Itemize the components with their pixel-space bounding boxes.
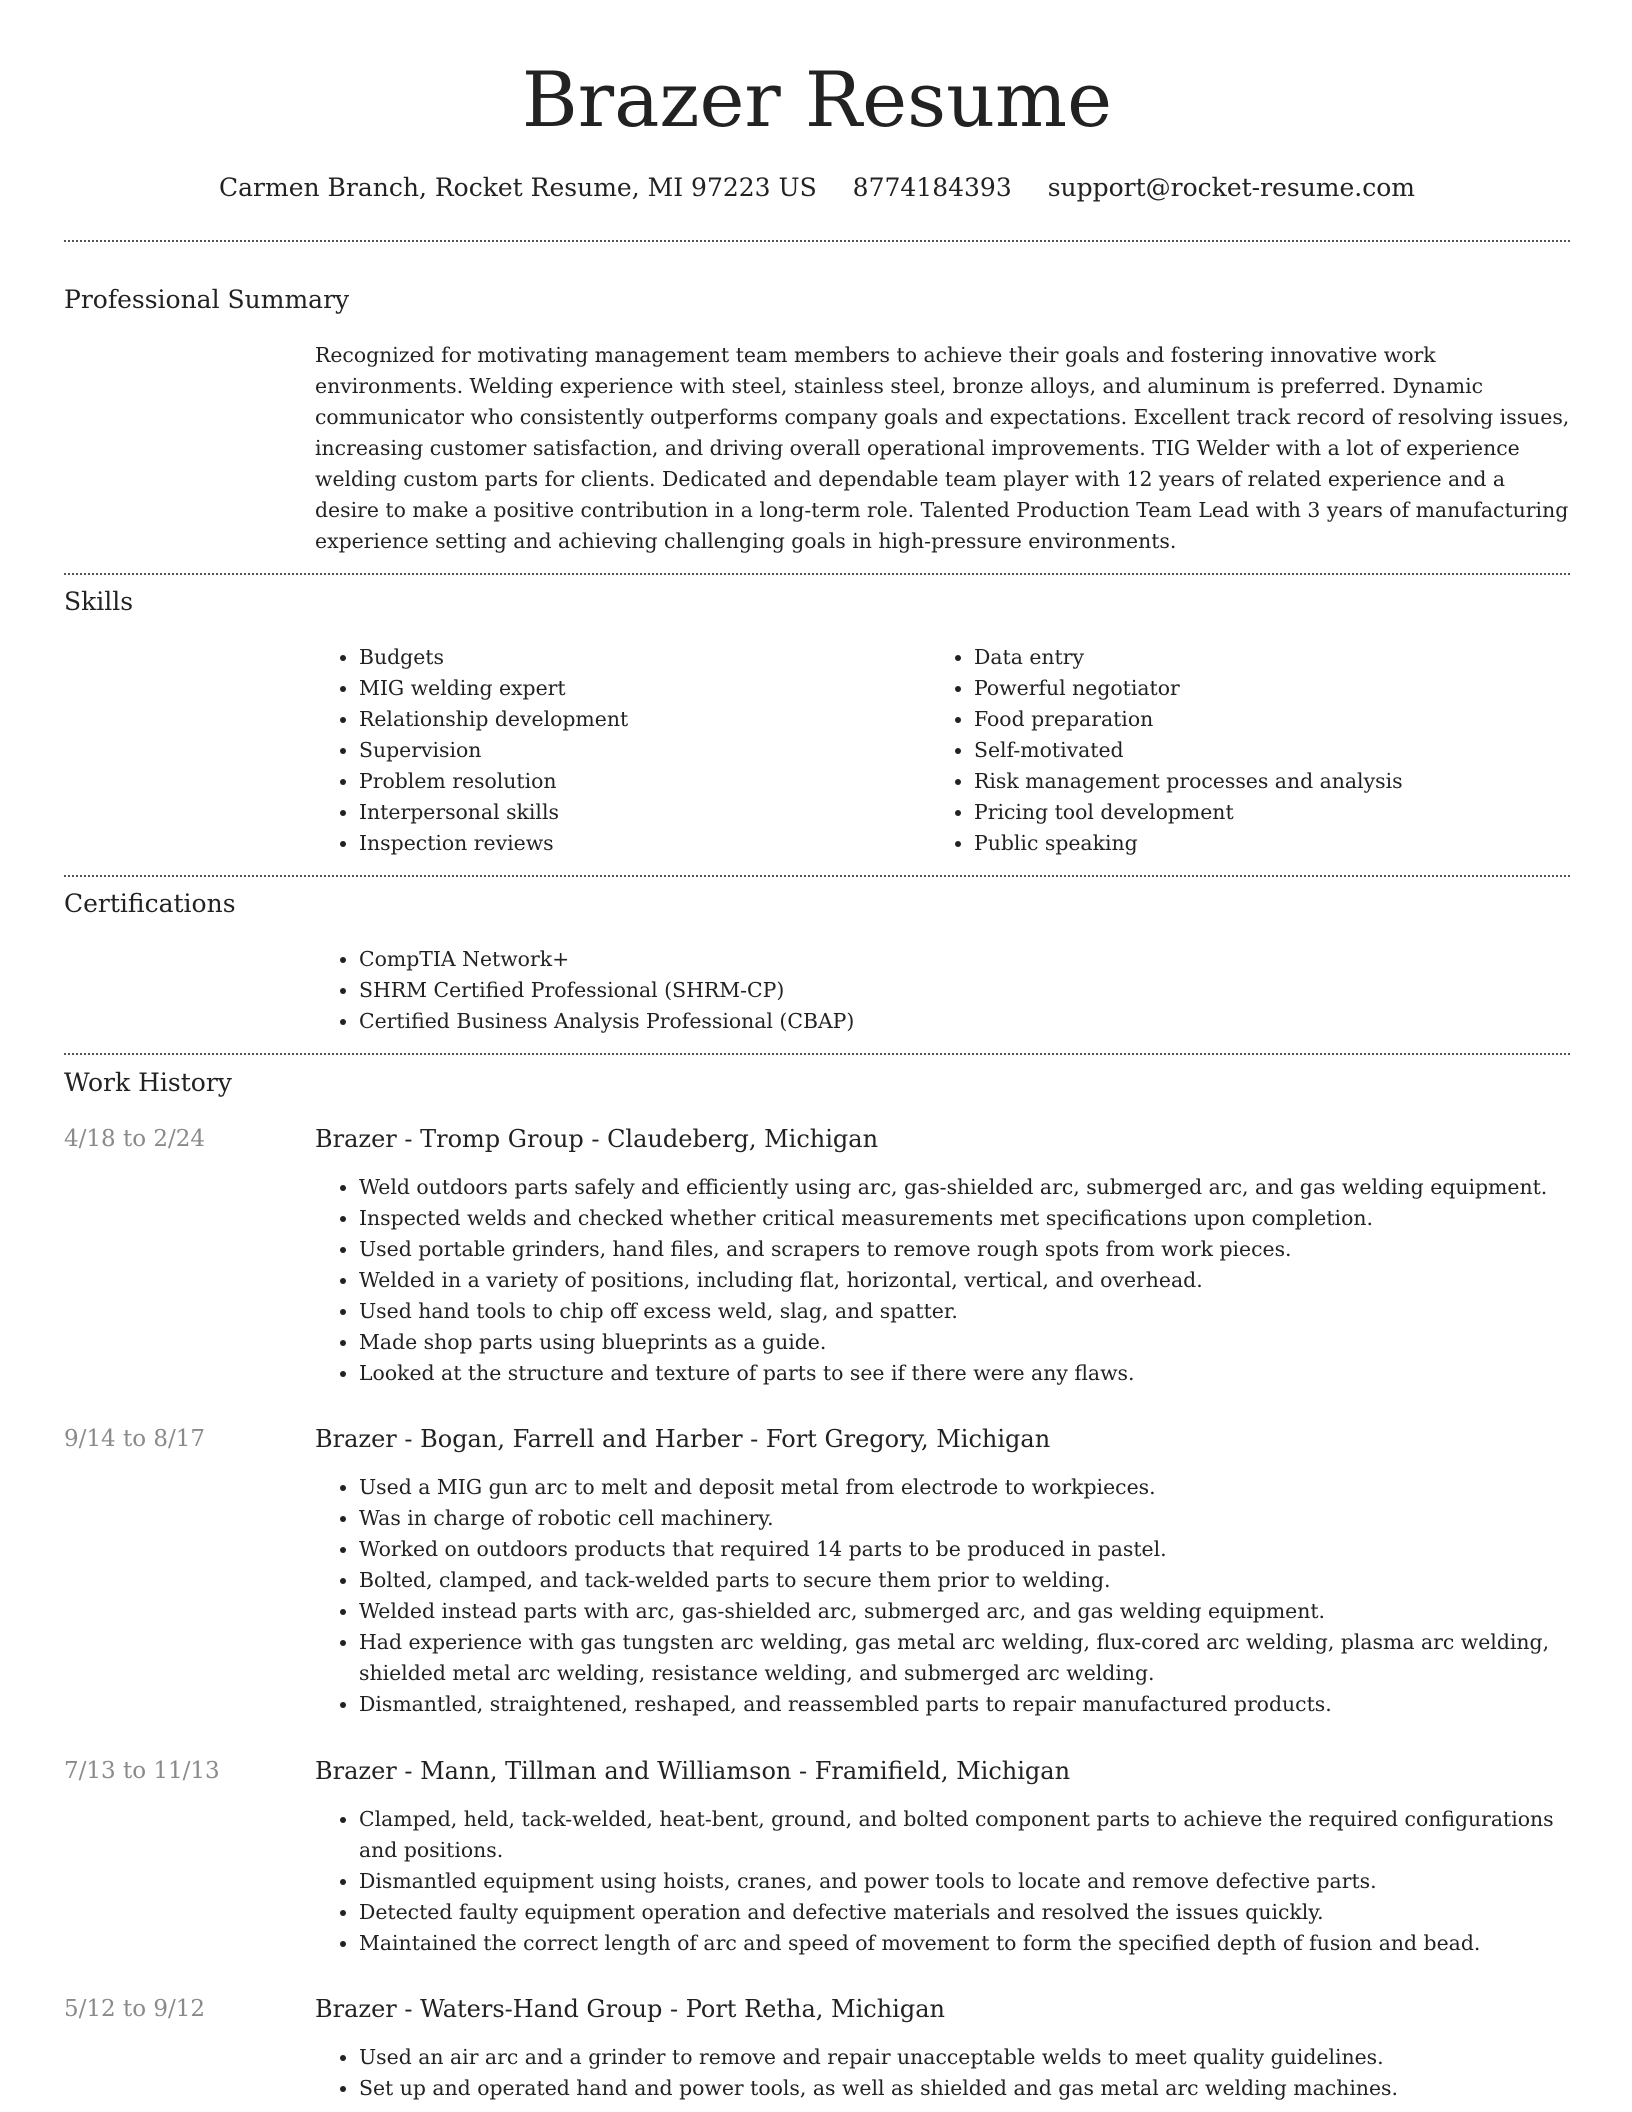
work-history-heading: Work History — [64, 1068, 232, 1097]
divider — [64, 1053, 1570, 1055]
job-bullet-list — [315, 1172, 1571, 1389]
job-duties — [315, 2042, 1571, 2104]
certifications-section — [315, 944, 1571, 1037]
list-item: • Dismantled, straightened, reshaped, and reassembled parts to repair manufactured products. — [359, 1689, 1571, 1720]
skills-left-column — [315, 642, 915, 859]
list-item: • Interpersonal skills — [359, 797, 915, 828]
job-title: Brazer - Waters-Hand Group - Port Retha, Michigan — [315, 1995, 945, 2023]
list-item: • Used hand tools to chip off excess weld, slag, and spatter. — [359, 1296, 1571, 1327]
divider — [64, 573, 1570, 575]
list-item: • Problem resolution — [359, 766, 915, 797]
skills-right-column — [930, 642, 1570, 859]
job-dates: 5/12 to 9/12 — [64, 1996, 206, 2022]
list-item: • Weld outdoors parts safely and efficiently using arc, gas-shielded arc, submerged arc, and gas welding equipment. — [359, 1172, 1571, 1203]
list-item: • Maintained the correct length of arc and speed of movement to form the specified depth of fusion and bead. — [359, 1928, 1571, 1959]
job-bullet-list — [315, 1472, 1571, 1720]
job-duties — [315, 1804, 1571, 1959]
list-item: • Used a MIG gun arc to melt and deposit metal from electrode to workpieces. — [359, 1472, 1571, 1503]
list-item: • Made shop parts using blueprints as a guide. — [359, 1327, 1571, 1358]
list-item: • Supervision — [359, 735, 915, 766]
list-item: • Inspected welds and checked whether critical measurements met specifications upon completion. — [359, 1203, 1571, 1234]
list-item: • Welded instead parts with arc, gas-shielded arc, submerged arc, and gas welding equipment. — [359, 1596, 1571, 1627]
job-duties — [315, 1472, 1571, 1720]
list-item: • Public speaking — [974, 828, 1570, 859]
list-item: • Clamped, held, tack-welded, heat-bent, ground, and bolted component parts to achieve the required configurations and positions. — [359, 1804, 1571, 1866]
list-item: • Certified Business Analysis Professional (CBAP) — [359, 1006, 1571, 1037]
job-dates: 7/13 to 11/13 — [64, 1758, 220, 1784]
job-title: Brazer - Tromp Group - Claudeberg, Michigan — [315, 1125, 879, 1153]
job-bullet-list — [315, 1804, 1571, 1959]
contact-line — [64, 170, 1570, 206]
divider — [64, 875, 1570, 877]
job-title: Brazer - Mann, Tillman and Williamson - Framifield, Michigan — [315, 1757, 1071, 1785]
summary-section — [315, 340, 1571, 557]
list-item: • Risk management processes and analysis — [974, 766, 1570, 797]
contact-email: support@rocket-resume.com — [1047, 173, 1415, 202]
skills-list-right — [930, 642, 1570, 859]
skills-list-left — [315, 642, 915, 859]
list-item: • Set up and operated hand and power tools, as well as shielded and gas metal arc welding machines. — [359, 2073, 1571, 2104]
job-duties — [315, 1172, 1571, 1389]
list-item: • Relationship development — [359, 704, 915, 735]
certifications-heading: Certifications — [64, 889, 236, 918]
certifications-list — [315, 944, 1571, 1037]
list-item: • Powerful negotiator — [974, 673, 1570, 704]
list-item: • Welded in a variety of positions, including flat, horizontal, vertical, and overhead. — [359, 1265, 1571, 1296]
list-item: • Detected faulty equipment operation and defective materials and resolved the issues quickly. — [359, 1897, 1571, 1928]
job-bullet-list — [315, 2042, 1571, 2104]
list-item: • Inspection reviews — [359, 828, 915, 859]
list-item: • MIG welding expert — [359, 673, 915, 704]
list-item: • Looked at the structure and texture of parts to see if there were any flaws. — [359, 1358, 1571, 1389]
resume-title: Brazer Resume — [521, 55, 1113, 144]
list-item: • Dismantled equipment using hoists, cranes, and power tools to locate and remove defective parts. — [359, 1866, 1571, 1897]
list-item: • Bolted, clamped, and tack-welded parts to secure them prior to welding. — [359, 1565, 1571, 1596]
list-item: • Pricing tool development — [974, 797, 1570, 828]
job-dates: 9/14 to 8/17 — [64, 1426, 206, 1452]
skills-heading: Skills — [64, 587, 134, 616]
divider — [64, 240, 1570, 242]
list-item: • Used portable grinders, hand files, and scrapers to remove rough spots from work pieces. — [359, 1234, 1571, 1265]
list-item: • CompTIA Network+ — [359, 944, 1571, 975]
list-item: • Worked on outdoors products that required 14 parts to be produced in pastel. — [359, 1534, 1571, 1565]
summary-heading: Professional Summary — [64, 285, 350, 314]
contact-phone: 8774184393 — [852, 173, 1012, 202]
job-dates: 4/18 to 2/24 — [64, 1126, 206, 1152]
job-title: Brazer - Bogan, Farrell and Harber - Fort Gregory, Michigan — [315, 1425, 1051, 1453]
contact-address: Carmen Branch, Rocket Resume, MI 97223 US — [219, 173, 817, 202]
list-item: • Data entry — [974, 642, 1570, 673]
list-item: • SHRM Certified Professional (SHRM-CP) — [359, 975, 1571, 1006]
list-item: • Was in charge of robotic cell machinery. — [359, 1503, 1571, 1534]
summary-text: Recognized for motivating management team members to achieve their goals and fostering innovative work environments. Welding experience with steel, stainless steel, bronze alloys, and aluminum is preferred. Dynamic communicator who consistently outperforms company goals and expectations. Excellent track record of resolving issues, increasing customer satisfaction, and driving overall operational improvements. TIG Welder with a lot of experience welding custom parts for clients. Dedicated and dependable team player with 12 years of related experience and a desire to make a positive contribution in a long-term role. Talented Production Team Lead with 3 years of manufacturing experience setting and achieving challenging goals in high-pressure environments. — [315, 343, 1570, 553]
list-item: • Used an air arc and a grinder to remove and repair unacceptable welds to meet quality guidelines. — [359, 2042, 1571, 2073]
list-item: • Had experience with gas tungsten arc welding, gas metal arc welding, flux-cored arc welding, plasma arc welding, shielded metal arc welding, resistance welding, and submerged arc welding. — [359, 1627, 1571, 1689]
list-item: • Self-motivated — [974, 735, 1570, 766]
list-item: • Budgets — [359, 642, 915, 673]
list-item: • Food preparation — [974, 704, 1570, 735]
